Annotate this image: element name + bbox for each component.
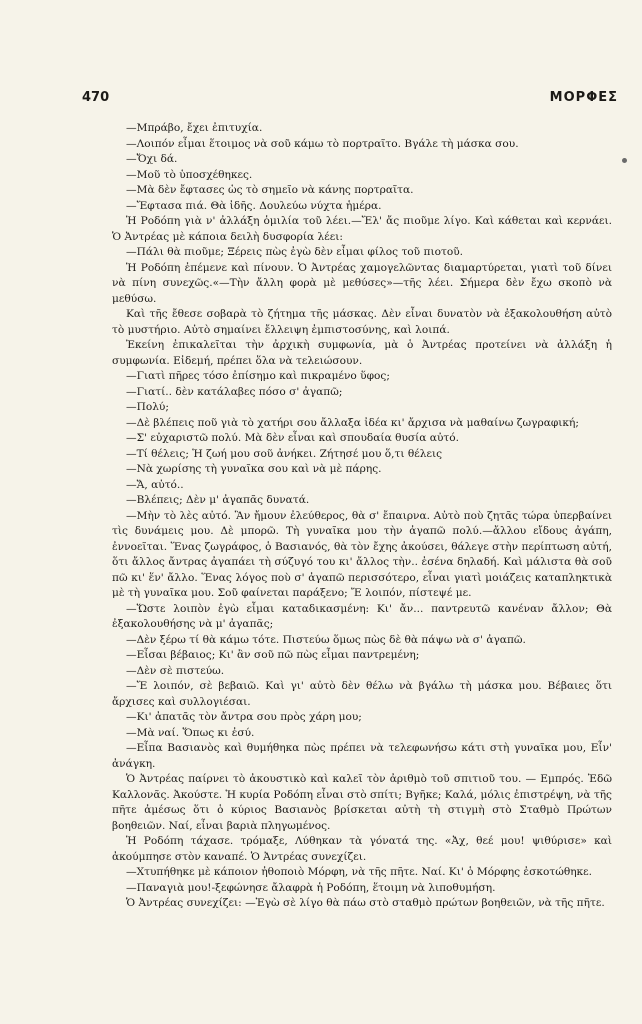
paragraph: —Ἄ, αὐτό.. — [126, 478, 184, 491]
paragraph: —Τί θέλεις; Ἡ ζωή μου σοῦ ἀνήκει. Ζήτησέ μου ὅ,τι θέλεις — [126, 447, 443, 460]
paragraph: —Μπράβο, ἔχει ἐπιτυχία. — [126, 122, 263, 134]
paragraph: —Δὲν σὲ πιστεύω. — [126, 664, 225, 677]
paragraph: —Πολύ; — [126, 401, 169, 413]
page-header — [0, 90, 642, 110]
paragraph: Ἡ Ροδόπη τάχασε. τρόμαξε, Λύθηκαν τὰ γόνατά της. «Ἀχ, θεέ μου! ψιθύρισε» καὶ ἀκούμπησε στὸν καναπέ. Ὁ Ἀντρέας συνεχίζει. — [112, 835, 612, 863]
page-number: 470 — [82, 90, 110, 105]
paragraph: —Μὰ ναί. Ὅπως κι ἐσύ. — [126, 726, 255, 739]
ink-smudge — [622, 158, 627, 163]
running-title: ΜΟΡΦΕΣ — [549, 90, 618, 105]
paragraph: —Χτυπήθηκε μὲ κάποιον ἠθοποιὸ Μόρφη, νὰ τῆς πῆτε. Ναί. Κι' ὁ Μόρφης ἐσκοτώθηκε. — [126, 866, 593, 878]
paragraph: Ὁ Ἀντρέας παίρνει τὸ ἀκουστικὸ καὶ καλεῖ τὸν ἀριθμὸ τοῦ σπιτιοῦ του. — Εμπρός. Ἐδῶ Καλλονᾶς. Ἀκούστε. Ἡ κυρία Ροδόπη εἶναι στὸ σπίτι; Βγῆκε; Καλά, μόλις ἐπιστρέψη, νὰ τῆς πῆτε ἀμέσως ὅτι ὁ κύριος Βασιανὸς βρίσκεται αὐτὴ τὴ στιγμὴ στὸ Σταθμὸ Πρώτων βοηθειῶν. Ναί, εἶναι βαριὰ πληγωμένος. — [112, 773, 612, 832]
paragraph: —Βλέπεις; Δὲν μ' ἀγαπᾶς δυνατά. — [126, 494, 310, 506]
paragraph: —Γιατί.. δὲν κατάλαβες πόσο σ' ἀγαπῶ; — [126, 385, 343, 398]
paragraph: —Ἔφτασα πιά. Θὰ ἰδῆς. Δουλεύω νύχτα ἡμέρα. — [126, 199, 382, 212]
paragraph: —Εἶπα Βασιανὸς καὶ θυμήθηκα πὼς πρέπει νὰ τελεφωνήσω κάτι στὴ γυναῖκα μου, Εἶν' ἀνάγκη. — [112, 742, 612, 770]
paragraph: —Μὰ δὲν ἔφτασες ὡς τὸ σημεῖο νὰ κάνης πορτραῖτα. — [126, 184, 414, 196]
paragraph: —Δὲν ξέρω τί θὰ κάμω τότε. Πιστεύω ὅμως πὼς δὲ θὰ πάψω νὰ σ' ἀγαπῶ. — [126, 633, 526, 646]
paragraph: Ἡ Ροδόπη γιὰ ν' ἀλλάξη ὁμιλία τοῦ λέει.—Ἔλ' ἄς πιοῦμε λίγο. Καὶ κάθεται καὶ κερνάει. Ὁ Ἀντρέας μὲ κάποια δειλὴ δυσφορία λέει: — [112, 215, 612, 243]
paragraph: —Πάλι θὰ πιοῦμε; Ξέρεις πὼς ἐγὼ δὲν εἶμαι φίλος τοῦ πιοτοῦ. — [126, 246, 464, 258]
paragraph: —Γιατὶ πῆρες τόσο ἐπίσημο καὶ πικραμένο ὕφος; — [126, 370, 390, 382]
paragraph: Ἡ Ροδόπη ἐπέμενε καὶ πίνουν. Ὁ Ἀντρέας χαμογελῶντας διαμαρτύρεται, γιατὶ τοῦ δίνει νὰ πίνη συνεχῶς.«—Τὴν ἄλλη φορὰ μὲ μεθύσες»—τῆς λέει. Σήμερα δὲν ἔχω σκοπὸ νὰ μεθύσω. — [112, 261, 612, 305]
paragraph: —Λοιπόν εἶμαι ἕτοιμος νὰ σοῦ κάμω τὸ πορτραῖτο. Βγάλε τὴ μάσκα σου. — [126, 137, 519, 150]
paragraph: —Μὴν τὸ λὲς αὐτό. Ἂν ἤμουν ἐλεύθερος, θὰ σ' ἔπαιρνα. Αὐτὸ ποὺ ζητᾶς τώρα ὑπερβαίνει τὶς δυνάμεις μου. Δὲ μπορῶ. Τὴ γυναῖκα μου τὴν ἀγαπῶ πολύ.—ἄλλου εἴδους ἀγάπη, ἐννοεῖται. Ἕνας ζωγράφος, ὁ Βασιανός, θὰ τὸν ἔχης ἀκούσει, θάλεγε στὴν περίπτωση αὐτή, ὅτι ἄλλος ἄντρας ἀγαπάει τὴ σύζυγό του κι' ἄλλος τὴν.. ἐσένα δηλαδή. Καὶ μάλιστα θὰ σοῦ πῶ κι' ἕν' ἄλλο. Ἕνας λόγος ποὺ σ' ἀγαπῶ περισσότερο, εἶναι γιατὶ μοιάζεις καταπληκτικὰ μὲ τὴ γυναῖκα μου. Σοῦ φαίνεται παράξενο; Ἔ λοιπόν, πίστεψέ με. — [112, 509, 612, 599]
paragraph: —Ὄχι δά. — [126, 153, 178, 165]
paragraph: Καὶ τῆς ἔθεσε σοβαρὰ τὸ ζήτημα τῆς μάσκας. Δὲν εἶναι δυνατὸν νὰ ἐξακολουθήση αὐτὸ τὸ μυστήριο. Αὐτὸ σημαίνει ἔλλειψη ἐμπιστοσύνης, καὶ λοιπά. — [112, 308, 612, 336]
paragraph: —Παναγιὰ μου!-ξεφώνησε ἄλαφρὰ ἡ Ροδόπη, ἕτοιμη νὰ λιποθυμήση. — [126, 881, 496, 894]
paragraph: Ἐκείνη ἐπικαλεῖται τὴν ἀρχικὴ συμφωνία, μὰ ὁ Ἀντρέας προτείνει νὰ ἀλλάξη ἡ συμφωνία. Εἰδεμή, πρέπει ὅλα νὰ τελειώσουν. — [112, 339, 612, 367]
body-text — [112, 121, 612, 912]
paragraph: —Νὰ χωρίσης τὴ γυναῖκα σου καὶ νὰ μὲ πάρης. — [126, 463, 382, 475]
paragraph: —Μοῦ τὸ ὑποσχέθηκες. — [126, 168, 253, 181]
paragraph: —Εἶσαι βέβαιος; Κι' ἂν σοῦ πῶ πὼς εἶμαι παντρεμένη; — [126, 649, 420, 661]
paragraph: —Κι' ἀπατᾶς τὸν ἄντρα σου πρὸς χάρη μου; — [126, 711, 362, 723]
paragraph: Ὁ Ἀντρέας συνεχίζει: —Ἐγὼ σὲ λίγο θὰ πάω στὸ σταθμὸ πρώτων βοηθειῶν, νὰ τῆς πῆτε. — [126, 897, 605, 909]
paragraph: —Δὲ βλέπεις ποῦ γιὰ τὸ χατήρι σου ἄλλαξα ἰδέα κι' ἄρχισα νὰ μαθαίνω ζωγραφική; — [126, 416, 579, 429]
paragraph: —Σ' εὐχαριστῶ πολύ. Μὰ δὲν εἶναι καὶ σπουδαία θυσία αὐτό. — [126, 432, 460, 444]
paragraph: —Ἔ λοιπόν, σὲ βεβαιῶ. Καὶ γι' αὐτὸ δὲν θέλω νὰ βγάλω τὴ μάσκα μου. Βέβαιες ὅτι ἄρχισες καὶ συλλογιέσαι. — [112, 680, 612, 708]
paragraph: —Ὥστε λοιπὸν ἐγὼ εἶμαι καταδικασμένη: Κι' ἄν... παντρευτῶ κανέναν ἄλλον; Θὰ ἐξακολουθήσης νὰ μ' ἀγαπᾶς; — [112, 602, 612, 630]
